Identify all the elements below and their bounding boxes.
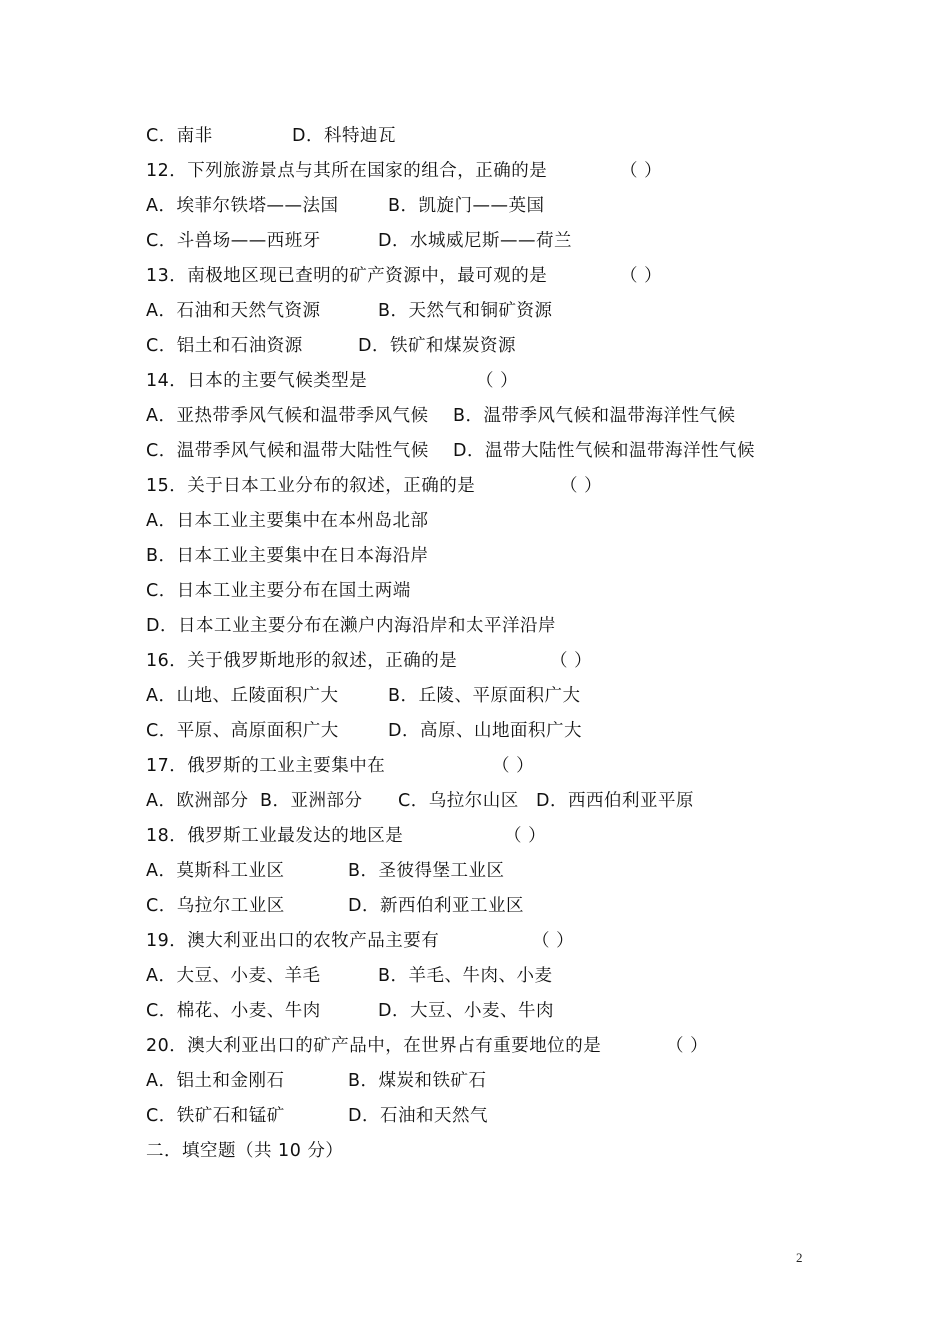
- option-b: B．凯旋门——英国: [388, 196, 545, 216]
- option-a: A．山地、丘陵面积广大: [146, 686, 339, 706]
- section-title: 二．填空题（共 10 分）: [146, 1141, 344, 1161]
- answer-blank: （ ）: [666, 1036, 709, 1056]
- option-b: B．圣彼得堡工业区: [348, 861, 505, 881]
- option-c: C．南非: [146, 126, 213, 146]
- question-text: 20．澳大利亚出口的矿产品中，在世界占有重要地位的是: [146, 1036, 602, 1056]
- option-c: C．乌拉尔山区: [398, 791, 519, 811]
- option-a: A．莫斯科工业区: [146, 861, 285, 881]
- question-text: 13．南极地区现已查明的矿产资源中，最可观的是: [146, 266, 548, 286]
- option-b: B．温带季风气候和温带海洋性气候: [453, 406, 736, 426]
- option-a: A．埃菲尔铁塔——法国: [146, 196, 339, 216]
- answer-blank: （ ）: [532, 931, 575, 951]
- option-b: B．煤炭和铁矿石: [348, 1071, 487, 1091]
- option-a: A．亚热带季风气候和温带季风气候: [146, 406, 429, 426]
- option-d: D．新西伯利亚工业区: [348, 896, 524, 916]
- option-d: D．西西伯利亚平原: [536, 791, 694, 811]
- option-c: C．铁矿石和锰矿: [146, 1106, 285, 1126]
- option-b: B．丘陵、平原面积广大: [388, 686, 581, 706]
- option-b: B．羊毛、牛肉、小麦: [378, 966, 553, 986]
- option-d: D．石油和天然气: [348, 1106, 488, 1126]
- option-a: A．欧洲部分: [146, 791, 249, 811]
- option-d: D．铁矿和煤炭资源: [358, 336, 516, 356]
- option-d: D．水城威尼斯——荷兰: [378, 231, 572, 251]
- answer-blank: （ ）: [620, 161, 663, 181]
- option-d: D．温带大陆性气候和温带海洋性气候: [453, 441, 755, 461]
- option-d: D．科特迪瓦: [292, 126, 396, 146]
- option-a: A．石油和天然气资源: [146, 301, 321, 321]
- option-c: C．乌拉尔工业区: [146, 896, 285, 916]
- option-d: D．日本工业主要分布在濑户内海沿岸和太平洋沿岸: [146, 616, 556, 636]
- answer-blank: （ ）: [560, 476, 603, 496]
- option-c: C．日本工业主要分布在国土两端: [146, 581, 411, 601]
- page-number: 2: [796, 1250, 803, 1265]
- question-text: 14．日本的主要气候类型是: [146, 371, 368, 391]
- option-c: C．平原、高原面积广大: [146, 721, 339, 741]
- option-a: A．铝土和金刚石: [146, 1071, 285, 1091]
- question-text: 15．关于日本工业分布的叙述，正确的是: [146, 476, 476, 496]
- answer-blank: （ ）: [504, 826, 547, 846]
- option-c: C．斗兽场——西班牙: [146, 231, 321, 251]
- question-text: 18．俄罗斯工业最发达的地区是: [146, 826, 404, 846]
- option-a: A．日本工业主要集中在本州岛北部: [146, 511, 429, 531]
- question-text: 12．下列旅游景点与其所在国家的组合，正确的是: [146, 161, 548, 181]
- option-a: A．大豆、小麦、羊毛: [146, 966, 321, 986]
- answer-blank: （ ）: [550, 651, 593, 671]
- answer-blank: （ ）: [620, 266, 663, 286]
- question-text: 19．澳大利亚出口的农牧产品主要有: [146, 931, 440, 951]
- option-c: C．温带季风气候和温带大陆性气候: [146, 441, 429, 461]
- option-c: C．棉花、小麦、牛肉: [146, 1001, 321, 1021]
- option-d: D．高原、山地面积广大: [388, 721, 582, 741]
- question-text: 16．关于俄罗斯地形的叙述，正确的是: [146, 651, 458, 671]
- option-b: B．亚洲部分: [260, 791, 363, 811]
- answer-blank: （ ）: [476, 371, 519, 391]
- option-c: C．铝土和石油资源: [146, 336, 303, 356]
- option-b: B．日本工业主要集中在日本海沿岸: [146, 546, 429, 566]
- option-d: D．大豆、小麦、牛肉: [378, 1001, 554, 1021]
- option-b: B．天然气和铜矿资源: [378, 301, 553, 321]
- question-text: 17．俄罗斯的工业主要集中在: [146, 756, 386, 776]
- answer-blank: （ ）: [492, 756, 535, 776]
